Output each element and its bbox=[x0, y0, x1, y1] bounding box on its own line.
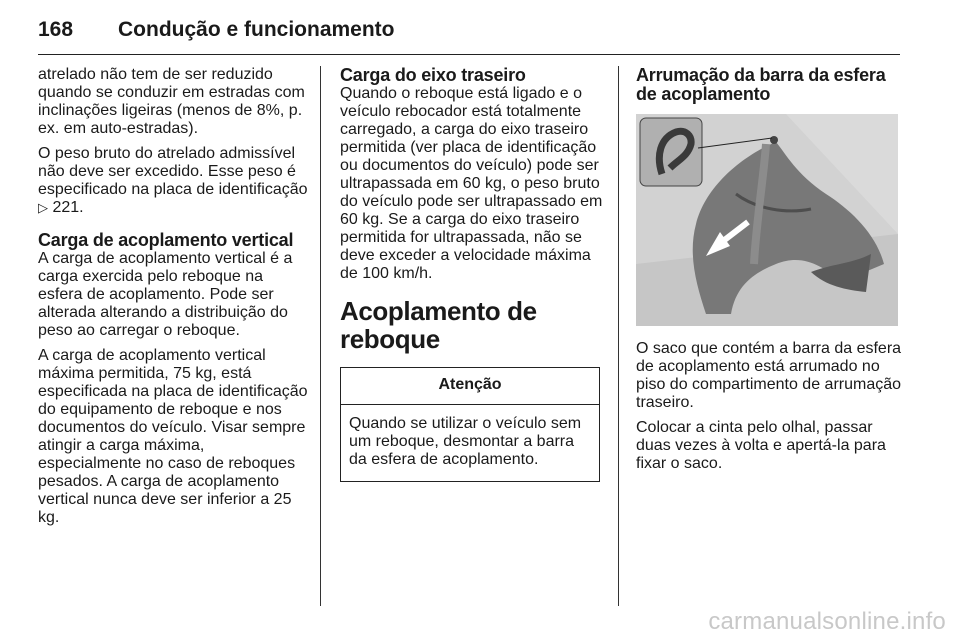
column-middle bbox=[340, 66, 606, 482]
warning-notice bbox=[340, 367, 600, 482]
column-divider bbox=[618, 66, 619, 606]
column-divider bbox=[320, 66, 321, 606]
heading-storage: Arrumação da barra da esfera de acoplamento bbox=[636, 65, 886, 104]
column-right bbox=[636, 66, 904, 480]
paragraph: Colocar a cinta pelo olhal, passar duas vezes à volta e apertá-la para fixar o saco. bbox=[636, 419, 886, 472]
paragraph: Quando o reboque está ligado e o veículo rebocador está totalmente carregado, a carga do eixo traseiro permitida (ver placa de identificação ou documentos do veículo) pode ser ultrapassada em 60 kg, o peso bruto do veículo pode ser ultrapassado em 60 kg. Se a carga do eixo traseiro permitida for ultrapassada, não se deve exceder a velocidade máxima de 100 km/h. bbox=[340, 85, 603, 282]
page-reference[interactable]: 221. bbox=[52, 199, 84, 216]
heading-rear-axle-load: Carga do eixo traseiro bbox=[340, 65, 526, 85]
chapter-title: Condução e funcionamento bbox=[118, 18, 395, 41]
section-title: Acoplamento de reboque bbox=[340, 296, 537, 354]
notice-body bbox=[341, 405, 599, 481]
paragraph: O saco que contém a barra da esfera de acoplamento está arrumado no piso do compartimento de arrumação traseiro. bbox=[636, 340, 902, 411]
tow-bar-bag-illustration bbox=[636, 114, 898, 326]
watermark: carmanualsonline.info bbox=[708, 608, 946, 635]
heading-vertical-load: Carga de acoplamento vertical bbox=[38, 230, 294, 250]
page-number: 168 bbox=[38, 18, 74, 41]
page-reference-arrow-icon: ▷ bbox=[38, 200, 48, 215]
paragraph: A carga de acoplamento vertical é a carga exercida pelo reboque na esfera de acoplamento. Pode ser alterada alterando a distribuição do peso ao carregar o reboque. bbox=[38, 250, 293, 339]
paragraph: A carga de acoplamento vertical máxima permitida, 75 kg, está especificada na placa de identificação do equipamento de reboque e nos documentos do veículo. Visar sempre atingir a carga máxima, especialmente no caso de reboques pesados. A carga de acoplamento vertical nunca deve ser inferior a 25 kg. bbox=[38, 347, 308, 526]
column-left bbox=[38, 66, 308, 534]
notice-text: Quando se utilizar o veículo sem um reboque, desmontar a barra da esfera de acoplamento. bbox=[349, 415, 582, 468]
paragraph: atrelado não tem de ser reduzido quando se conduzir em estradas com inclinações ligeiras (menos de 8%, p. ex. em auto-estradas). bbox=[38, 66, 305, 137]
notice-title: Atenção bbox=[341, 368, 599, 405]
paragraph bbox=[38, 145, 308, 217]
paragraph-text: O peso bruto do atrelado admissível não deve ser excedido. Esse peso é especificado na placa de identificação bbox=[38, 145, 308, 198]
page-header bbox=[38, 14, 900, 55]
